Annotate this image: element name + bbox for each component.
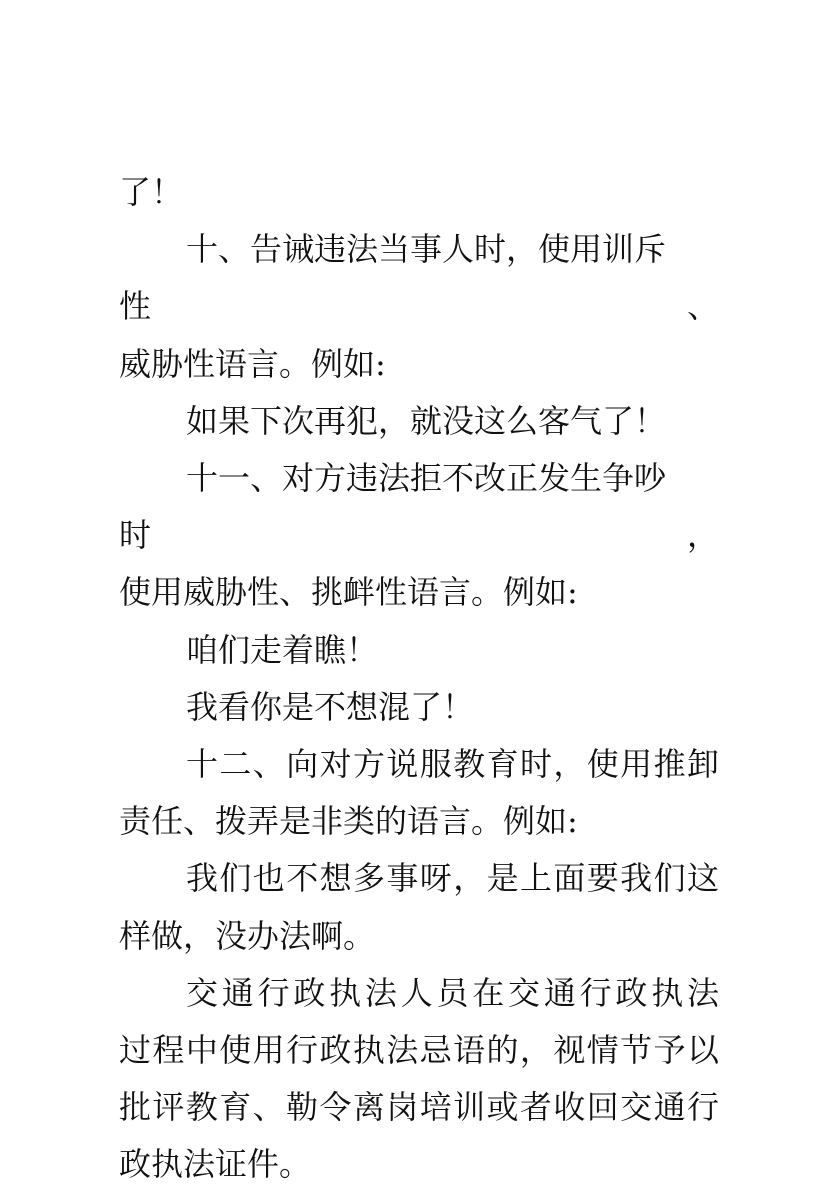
text-line: 使用威胁性、挑衅性语言。例如: [119,573,578,612]
paragraph [119,221,719,393]
text-line: 交通行政执法人员在交通行政执法 [186,973,719,1012]
text-line: 政执法证件。 [119,1145,312,1184]
text-line: 样做，没办法啊。 [119,916,376,955]
text-line: 我看你是不想混了！ [186,687,475,726]
paragraph [119,736,719,850]
paragraph [119,965,719,1194]
text-line: 我们也不想多事呀，是上面要我们这 [186,859,719,898]
text-line: 十、告诫违法当事人时，使用训斥性、 [119,230,719,326]
text-line: 责任、拨弄是非类的语言。例如: [119,802,578,841]
paragraph [119,393,719,450]
document-body [119,164,719,1194]
paragraph [119,679,719,736]
paragraph [119,450,719,622]
text-line: 如果下次再犯，就没这么客气了！ [186,401,667,440]
paragraph [119,164,719,221]
text-line: 批评教育、勒令离岗培训或者收回交通行 [119,1088,719,1127]
paragraph [119,850,719,964]
text-line: 过程中使用行政执法忌语的，视情节予以 [119,1031,719,1070]
text-line: 了！ [119,173,184,211]
text-line: 咱们走着瞧！ [186,630,379,669]
paragraph [119,622,719,679]
text-line: 十一、对方违法拒不改正发生争吵时， [119,459,719,555]
text-line: 十二、向对方说服教育时，使用推卸 [186,745,719,784]
text-line: 威胁性语言。例如: [119,344,386,383]
